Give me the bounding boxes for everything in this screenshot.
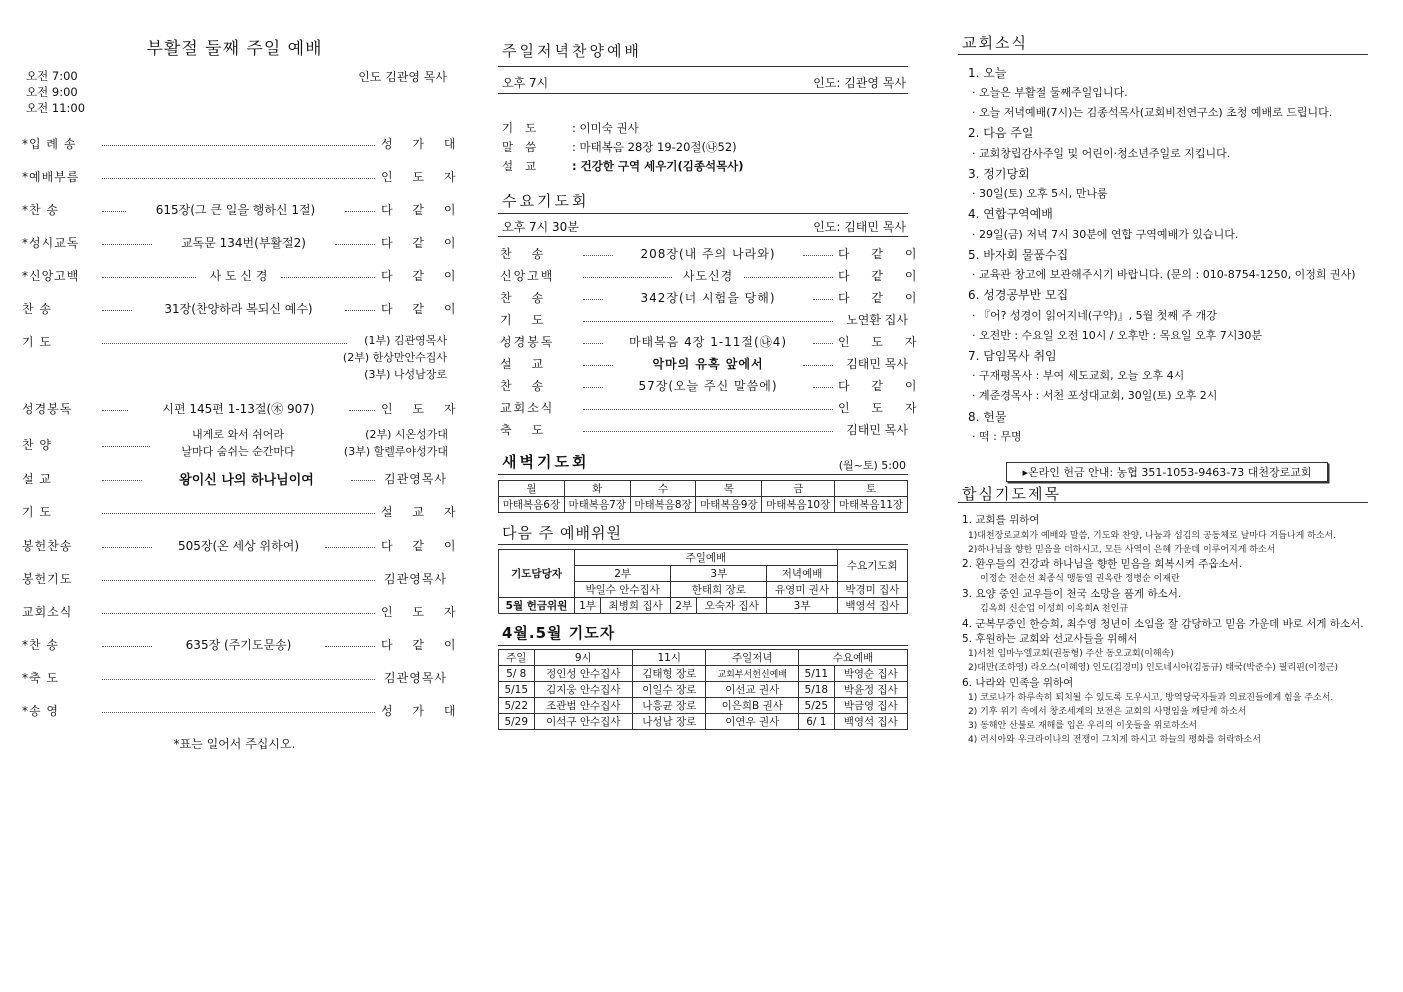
servers-head-sunday: 주일예배 (575, 550, 838, 566)
wed-row (500, 287, 926, 307)
cell: 김지웅 안수집사 (534, 682, 633, 698)
leader-dots (102, 277, 196, 278)
order-label: *찬 송 (22, 637, 59, 652)
leader-dots (813, 299, 833, 300)
wed-row (500, 265, 926, 285)
prayer-topic: 3. 요양 중인 교우들이 천국 소망을 품게 하소서. (962, 588, 1182, 600)
evening-value: : 마태복음 28장 19-20절(㉯52) (572, 140, 737, 154)
wed-label: 찬송 (500, 378, 564, 393)
leader-dots (102, 145, 375, 146)
news-item-title: 7. 담임목사 취임 (968, 349, 1057, 363)
wed-row (500, 419, 908, 439)
cell: 5/22 (499, 698, 535, 714)
wed-role: 다 같 이 (838, 290, 926, 305)
order-label: 교회소식 (22, 604, 73, 619)
order-label: 봉헌찬송 (22, 538, 73, 553)
leader-dots (583, 343, 603, 344)
prayer-line: 4) 러시아와 우크라이나의 전쟁이 그치게 하시고 하늘의 평화를 허락하소서 (968, 735, 1261, 745)
news-item-title: 5. 바자회 물품수집 (968, 248, 1069, 262)
dawn-text: 마태복음7장 (564, 497, 630, 513)
prayer-leader: (1부) 김관영목사 (364, 334, 447, 347)
cell: 박영순 집사 (834, 666, 907, 682)
order-role: 인 도 자 (381, 401, 464, 416)
news-line: · 오늘 저녁예배(7시)는 김종석목사(교회비전연구소) 초청 예배로 드립니다. (972, 106, 1333, 119)
divider (498, 645, 908, 646)
leader-dots (345, 310, 375, 311)
prayer-schedule-title: 4월.5월 기도자 (502, 624, 616, 642)
dawn-text: 마태복음9장 (696, 497, 762, 513)
worship-leader: 인도 김관영 목사 (358, 70, 447, 84)
leader-dots (102, 178, 375, 179)
leader-dots (803, 255, 833, 256)
leader-dots (102, 410, 128, 411)
time-2: 오전 9:00 (26, 85, 78, 99)
leader-dots (281, 277, 375, 278)
order-label: *찬 송 (22, 202, 59, 217)
order-row (22, 199, 464, 219)
table-row (499, 666, 908, 682)
order-label: *예배부름 (22, 169, 80, 184)
leader-dots (102, 679, 375, 680)
evening-leader: 인도: 김관영 목사 (813, 76, 906, 90)
wed-sermon: 악마의 유혹 앞에서 (652, 356, 764, 371)
prayer-topic: 6. 나라와 민족을 위하여 (962, 677, 1074, 689)
evening-row (502, 158, 744, 174)
order-label: *성시교독 (22, 235, 80, 250)
order-role: 다 같 이 (381, 538, 464, 553)
cell: 이연우 권사 (706, 714, 799, 730)
news-line: · 29일(금) 저녁 7시 30분에 연합 구역예배가 있습니다. (972, 228, 1239, 241)
wed-role: 김태민 목사 (846, 356, 908, 371)
order-role: 인 도 자 (381, 604, 464, 619)
order-content: 505장(온 세상 위하여) (177, 538, 300, 553)
order-role: 다 같 이 (381, 301, 464, 316)
leader-dots (813, 343, 833, 344)
cell: 5/29 (499, 714, 535, 730)
servers-head-left: 기도담당자 (499, 550, 575, 598)
offering-label: 5월 헌금위원 (499, 598, 575, 614)
server-name: 한태희 장로 (671, 582, 767, 598)
wed-role: 김태민 목사 (846, 422, 908, 437)
servers-title: 다음 주 예배위원 (502, 524, 622, 542)
server-name: 박경미 집사 (837, 582, 907, 598)
leader-dots (102, 712, 375, 713)
order-role: 다 같 이 (381, 235, 464, 250)
wed-label: 신앙고백 (500, 268, 555, 283)
order-row (22, 298, 464, 318)
wed-role: 인 도 자 (838, 400, 926, 415)
dawn-text: 마태복음6장 (499, 497, 565, 513)
order-row (22, 601, 464, 621)
evening-row (502, 139, 737, 155)
divider (498, 474, 908, 475)
leader-dots (583, 409, 833, 410)
order-content: 635장 (주기도문송) (185, 637, 292, 652)
wednesday-title: 수요기도회 (502, 192, 590, 210)
order-role: 성 가 대 (381, 703, 464, 718)
order-label: 찬 송 (22, 301, 52, 316)
wed-row (500, 353, 908, 373)
order-label: 기 도 (22, 504, 52, 519)
divider (958, 502, 1368, 503)
wed-content: 208장(내 주의 나라와) (640, 246, 776, 261)
order-row (22, 232, 464, 252)
wed-label: 설교 (500, 356, 564, 371)
cell: 이석구 안수집사 (534, 714, 633, 730)
wed-label: 교회소식 (500, 400, 555, 415)
leader-dots (325, 547, 375, 548)
servers-sub: 저녁예배 (767, 566, 837, 582)
order-row (22, 700, 464, 720)
wed-row (500, 309, 908, 329)
online-offering-text: ▸온라인 헌금 안내: 농협 351-1053-9463-73 대천장로교회 (1022, 466, 1312, 479)
cell: 나흥균 장로 (633, 698, 706, 714)
wed-label: 찬송 (500, 290, 564, 305)
dawn-day: 월 (499, 481, 565, 497)
dawn-time: (월~토) 5:00 (838, 459, 906, 472)
divider (498, 66, 908, 67)
order-role: 성 가 대 (381, 136, 464, 151)
header-cell: 9시 (534, 650, 633, 666)
order-row (22, 535, 464, 555)
leader-dots (102, 446, 150, 447)
order-label: 설 교 (22, 471, 52, 486)
evening-time: 오후 7시 (502, 76, 549, 90)
dawn-day-row (499, 481, 908, 497)
leader-dots (583, 431, 833, 432)
divider (958, 54, 1368, 55)
anthem-row (158, 426, 448, 443)
cell: 이선교 권사 (706, 682, 799, 698)
leader-dots (102, 547, 152, 548)
offering-name: 최병희 집사 (600, 598, 670, 614)
prayer-topic: 1. 교회를 위하여 (962, 514, 1040, 526)
divider (498, 236, 908, 237)
dawn-text: 마태복음10장 (762, 497, 835, 513)
anthem-list (158, 426, 448, 460)
divider (498, 93, 908, 94)
news-line: · 『어? 성경이 읽어지네(구약)』, 5월 첫째 주 개강 (972, 309, 1217, 322)
leader-dots (102, 513, 375, 514)
news-item-title: 2. 다음 주일 (968, 126, 1034, 140)
order-content: 615장(그 큰 일을 행하신 1절) (155, 202, 316, 217)
wed-content: 57장(오늘 주신 말씀에) (638, 378, 778, 393)
prayer-topic: 4. 군복무중인 한승희, 최수영 청년이 소임을 잘 감당하고 믿음 가운데 바로 서게 하소서. (962, 618, 1364, 630)
sermon-title: 왕이신 나의 하나님이여 (179, 472, 314, 488)
evening-key: 설교 (502, 159, 549, 173)
order-label: *송 영 (22, 703, 59, 718)
news-line: · 교회창립감사주일 및 어린이·청소년주일로 지킵니다. (972, 147, 1231, 160)
order-row (22, 634, 464, 654)
cell: 5/11 (799, 666, 835, 682)
wed-content: 사도신경 (682, 268, 734, 283)
leader-dots (583, 255, 613, 256)
prayer-line: 1)대천장로교회가 예배와 말씀, 기도와 찬양, 나눔과 섬김의 공동체로 날마다 거듭나게 하소서. (968, 531, 1337, 541)
prayer-line: 2)대만(조하영) 라오스(이혜영) 인도(김경미) 인도네시아(김동규) 태국(박준수) 필리핀(이정근) (968, 663, 1338, 673)
order-role: 김관영목사 (384, 471, 447, 486)
cell: 이일수 장로 (633, 682, 706, 698)
prayer-line: 1)서천 임마누엘교회(권동형) 주산 동오교회(이해속) (968, 649, 1174, 659)
prayer-leader: (2부) 한상만안수집사 (342, 351, 447, 364)
wed-row (500, 375, 926, 395)
order-row (22, 568, 447, 588)
leader-dots (583, 387, 603, 388)
news-line: · 떡 : 무명 (972, 430, 1022, 443)
table-row (499, 698, 908, 714)
news-line: · 오전반 : 수요일 오전 10시 / 오후반 : 목요일 오후 7시30분 (972, 329, 1262, 342)
news-line: · 교육관 창고에 보관해주시기 바랍니다. (문의 : 010-8754-1250, 이정희 권사) (972, 268, 1356, 281)
prayer-line: 2) 기후 위기 속에서 창조세계의 보전은 교회의 사명임을 깨닫게 하소서 (968, 707, 1247, 717)
leader-dots (345, 211, 375, 212)
prayer-topic: 2. 환우들의 건강과 하나님을 향한 믿음을 회복시켜 주옵소서. (962, 558, 1243, 570)
leader-dots (583, 321, 833, 322)
dawn-day: 토 (835, 481, 908, 497)
leader-dots (349, 410, 375, 411)
leader-dots (102, 244, 152, 245)
order-row (22, 265, 464, 285)
news-item-title: 6. 성경공부반 모집 (968, 288, 1069, 302)
dawn-title: 새벽기도회 (502, 453, 590, 471)
order-row (22, 501, 464, 521)
news-item-title: 4. 연합구역예배 (968, 207, 1053, 221)
anthem-row (158, 443, 448, 460)
dawn-text: 마태복음11장 (835, 497, 908, 513)
service-times (26, 68, 85, 116)
evening-row (502, 120, 639, 136)
header-cell: 수요예배 (799, 650, 908, 666)
news-line: · 30일(토) 오후 5시, 만나룸 (972, 187, 1108, 200)
cell: 박금영 집사 (834, 698, 907, 714)
prayer-schedule-header (499, 650, 908, 666)
order-role: 다 같 이 (381, 268, 464, 283)
news-item-title: 8. 헌물 (968, 410, 1007, 424)
wed-role: 인 도 자 (838, 334, 926, 349)
header-cell: 주일저녁 (706, 650, 799, 666)
wed-role: 노연환 집사 (846, 312, 908, 327)
order-content: 31장(찬양하라 복되신 예수) (164, 301, 313, 316)
leader-dots (583, 365, 613, 366)
wednesday-leader: 인도: 김태민 목사 (813, 220, 906, 234)
leader-dots (351, 480, 375, 481)
cell: 이은희B 권사 (706, 698, 799, 714)
order-row (22, 166, 464, 186)
dawn-text: 마태복음8장 (630, 497, 696, 513)
cell: 5/15 (499, 682, 535, 698)
servers-sub: 2부 (575, 566, 671, 582)
news-line: · 구재평목사 : 부여 세도교회, 오늘 오후 4시 (972, 369, 1185, 382)
offering-name: 오숙자 집사 (697, 598, 767, 614)
wed-content: 342장(너 시험을 당해) (640, 290, 776, 305)
divider (498, 213, 908, 214)
time-3: 오전 11:00 (26, 101, 86, 115)
leader-dots (325, 646, 375, 647)
leader-dots (102, 613, 375, 614)
wed-role: 다 같 이 (838, 246, 926, 261)
evening-key: 기도 (502, 121, 549, 135)
cell: 5/ 8 (499, 666, 535, 682)
time-1: 오전 7:00 (26, 69, 78, 83)
wed-row (500, 243, 926, 263)
anthem-choir: (3부) 할렐루야성가대 (343, 445, 448, 458)
prayer-leader: (3부) 나성남장로 (364, 368, 447, 381)
online-offering-box (1006, 462, 1328, 482)
wednesday-header (502, 218, 906, 235)
evening-sermon: : 건강한 구역 세우기(김종석목사) (572, 159, 744, 173)
server-name: 박일수 안수집사 (575, 582, 671, 598)
table-row (499, 714, 908, 730)
servers-table (498, 549, 908, 614)
dawn-text-row (499, 497, 908, 513)
wed-row (500, 331, 926, 351)
order-row (22, 468, 447, 488)
dawn-day: 수 (630, 481, 696, 497)
cell: 교회부서헌신예배 (706, 666, 799, 682)
sunday-worship-title: 부활절 둘째 주일 예배 (146, 39, 323, 59)
offering-part-name (767, 598, 837, 614)
evening-worship-title: 주일저녁찬양예배 (502, 42, 642, 60)
prayer-leaders (343, 332, 447, 383)
anthem-song: 날마다 숨쉬는 순간마다 (181, 445, 295, 458)
order-label: 성경봉독 (22, 401, 73, 416)
leader-dots (803, 365, 833, 366)
order-content: 사 도 신 경 (209, 268, 268, 283)
wed-content: 마태복음 4장 1-11절(㉯4) (628, 334, 788, 349)
order-label: 찬 양 (22, 437, 52, 452)
servers-sub: 3부 (671, 566, 767, 582)
wed-label: 기도 (500, 312, 564, 327)
order-role: 김관영목사 (384, 670, 447, 685)
prayer-line: 3) 동해안 산불로 재해를 입은 우리의 이웃들을 위로하소서 (968, 721, 1198, 731)
cell: 백영석 집사 (834, 714, 907, 730)
order-content: 교독문 134번(부활절2) (181, 235, 306, 250)
order-label: 봉헌기도 (22, 571, 73, 586)
evening-header (502, 74, 906, 91)
prayer-schedule-table (498, 649, 908, 730)
dawn-table (498, 480, 908, 513)
leader-dots (335, 244, 375, 245)
order-role: 인 도 자 (381, 169, 464, 184)
offering-part: 3부 (793, 600, 811, 612)
wed-label: 찬송 (500, 246, 564, 261)
order-row (22, 398, 464, 418)
table-row (499, 682, 908, 698)
cell: 조관범 안수집사 (534, 698, 633, 714)
cell: 나성남 장로 (633, 714, 706, 730)
leader-dots (583, 299, 603, 300)
divider (498, 544, 908, 545)
prayer-line: 이정순 전순선 최종식 맹동열 권옥란 정병순 이재란 (980, 574, 1180, 584)
prayer-line: 김옥희 신순업 이성희 이옥희A 천인규 (980, 604, 1129, 614)
offering-part: 2부 (671, 598, 697, 614)
news-line: · 계준경목사 : 서천 포성대교회, 30일(토) 오후 2시 (972, 389, 1218, 402)
wed-row (500, 397, 926, 417)
order-role: 김관영목사 (384, 571, 447, 586)
order-role: 다 같 이 (381, 202, 464, 217)
cell: 김태형 장로 (633, 666, 706, 682)
order-role: 다 같 이 (381, 637, 464, 652)
wed-role: 다 같 이 (838, 268, 926, 283)
order-label: 기 도 (22, 334, 52, 349)
leader-dots (744, 277, 833, 278)
header-cell: 주일 (499, 650, 535, 666)
anthem-song: 내게로 와서 쉬어라 (191, 428, 284, 441)
leader-dots (813, 387, 833, 388)
leader-dots (102, 343, 347, 344)
server-name: 유영미 권사 (767, 582, 837, 598)
cell: 박윤정 집사 (834, 682, 907, 698)
cell: 6/ 1 (799, 714, 835, 730)
leader-dots (102, 211, 126, 212)
wednesday-time: 오후 7시 30분 (502, 220, 579, 234)
order-content: 시편 145편 1-13절(㊍ 907) (162, 401, 315, 416)
header-cell: 11시 (633, 650, 706, 666)
dawn-day: 금 (762, 481, 835, 497)
order-row (22, 133, 464, 153)
standing-note: *표는 일어서 주십시오. (173, 737, 296, 751)
evening-value: : 이미숙 권사 (572, 121, 639, 135)
order-label: *입 례 송 (22, 136, 77, 151)
leader-dots (102, 480, 142, 481)
cell: 정인성 안수집사 (534, 666, 633, 682)
cell: 5/25 (799, 698, 835, 714)
wed-label: 성경봉독 (500, 334, 555, 349)
offering-name: 백영석 집사 (837, 598, 907, 614)
offering-part: 1부 (575, 598, 601, 614)
prayer-line: 2)하나님을 향한 믿음을 더하시고, 모든 사역이 은혜 가운데 이루어지게 하소서 (968, 545, 1276, 555)
leader-dots (102, 580, 375, 581)
prayer-line: 1) 코로나가 하루속히 퇴치될 수 있도록 도우시고, 방역당국자들과 의료진들에게 힘을 주소서. (968, 693, 1334, 703)
order-row (22, 667, 447, 687)
order-label: *축 도 (22, 670, 59, 685)
dawn-day: 화 (564, 481, 630, 497)
leader-dots (102, 310, 132, 311)
prayer-topics-title: 합심기도제목 (962, 485, 1061, 503)
news-item-title: 1. 오늘 (968, 66, 1007, 80)
leader-dots (102, 646, 152, 647)
cell: 5/18 (799, 682, 835, 698)
prayer-topic: 5. 후원하는 교회와 선교사들을 위해서 (962, 633, 1138, 645)
leader-dots (583, 277, 672, 278)
anthem-choir: (2부) 시온성가대 (365, 428, 448, 441)
wed-role: 다 같 이 (838, 378, 926, 393)
dawn-day: 목 (696, 481, 762, 497)
news-line: · 오늘은 부활절 둘째주일입니다. (972, 86, 1128, 99)
servers-head-wed: 수요기도회 (837, 550, 907, 582)
news-title: 교회소식 (962, 34, 1028, 52)
news-item-title: 3. 정기당회 (968, 167, 1030, 181)
order-role: 설 교 자 (381, 504, 464, 519)
wed-label: 축도 (500, 422, 564, 437)
evening-key: 말씀 (502, 140, 549, 154)
order-label: *신앙고백 (22, 268, 80, 283)
